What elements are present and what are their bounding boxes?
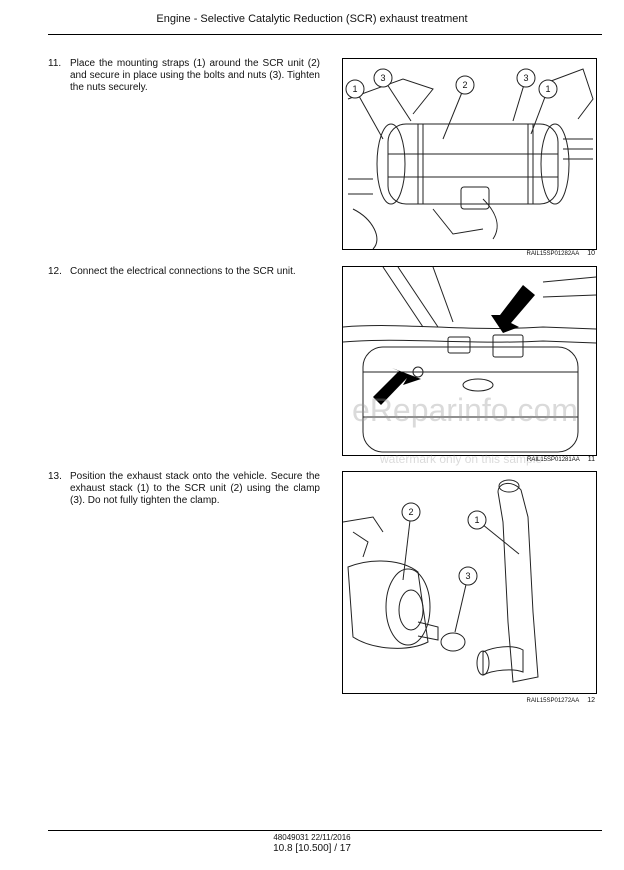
callouts [402,503,519,632]
header-divider [48,34,602,35]
step-number: 13. [48,471,62,482]
callout-1: 1 [474,515,480,525]
figure-exhaust-stack [342,471,597,694]
step-text: Connect the electrical connections to the SCR unit. [70,266,296,277]
figure-caption-12 [500,697,595,704]
footer-divider [48,830,602,831]
watermark-subtext: watermark only on this sample [380,452,543,466]
step-12 [48,266,320,278]
figure-code: RAIL15SP01282AA [526,251,580,257]
step-number: 12. [48,266,62,277]
callouts [346,69,557,139]
figure-scr-mounting-straps [342,58,597,250]
figure-code: RAIL15SP01272AA [526,698,580,704]
callout-3-left: 3 [380,73,386,83]
step-text: Place the mounting straps (1) around the SCR unit (2) and secure in place using the bolts and nuts (3). Tighten the nuts securely. [70,58,320,93]
figure-number: 11 [587,456,595,463]
callout-3-right: 3 [523,73,529,83]
figure-caption-10 [500,250,595,257]
arrow-icon [491,285,535,333]
callout-2: 2 [408,507,414,517]
page-number: 10.8 [10.500] / 17 [273,843,351,854]
watermark: eReparinfo.com [352,392,578,428]
step-11 [48,58,320,94]
figure-number: 10 [587,250,595,257]
document-id: 48049031 22/11/2016 [273,833,351,842]
figure-number: 12 [587,697,595,704]
arrows [373,285,535,405]
figure-code: RAIL15SP01281AA [527,457,580,463]
callout-1-right: 1 [545,84,551,94]
callout-2: 2 [462,80,468,90]
page-title: Engine - Selective Catalytic Reduction (SCR) exhaust treatment [156,13,468,25]
step-13 [48,471,320,507]
callout-1-left: 1 [352,84,358,94]
figure-caption-11 [500,456,595,463]
callout-3: 3 [465,571,471,581]
step-text: Position the exhaust stack onto the vehicle. Secure the exhaust stack (1) to the SCR unit (2) using the clamp (3). Do not fully tighten the clamp. [70,471,320,506]
step-number: 11. [48,58,62,69]
